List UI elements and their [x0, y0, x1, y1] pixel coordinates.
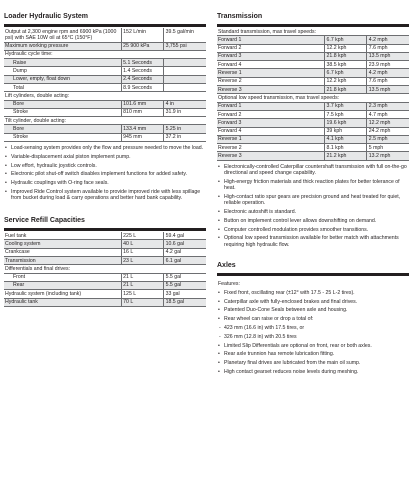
row-label: Dump — [4, 67, 121, 75]
metric-value: 6.7 kph — [325, 69, 367, 77]
metric-value: 12.2 kph — [325, 77, 367, 85]
table-row — [217, 44, 409, 52]
table-row — [217, 119, 409, 127]
row-label: Standard transmission, max travel speeds: — [217, 28, 409, 36]
table-row — [4, 290, 206, 298]
metric-value: 152 L/min — [121, 28, 163, 42]
list-item: • Improved Ride Control system available to provide improved ride with less spillage from bucket during load & carry operations and better hard bank capability. — [4, 189, 206, 202]
table-row — [4, 298, 206, 306]
metric-value: 8.1 kph — [325, 144, 367, 152]
imperial-value: 6.1 gal — [164, 257, 206, 265]
imperial-value — [164, 59, 206, 67]
imperial-value — [164, 67, 206, 75]
metric-value: 3.7 kph — [325, 102, 367, 110]
imperial-value: 13.5 mph — [367, 86, 409, 94]
table-row — [217, 94, 409, 102]
row-label: Reverse 3 — [217, 86, 325, 94]
row-label: Crankcase — [4, 248, 121, 256]
row-label: Forward 2 — [217, 44, 325, 52]
row-label: Optional low speed transmission, max travel speeds: — [217, 94, 409, 102]
metric-value: 21.8 kph — [325, 86, 367, 94]
table-row — [217, 135, 409, 143]
row-label: Stroke — [4, 108, 121, 116]
metric-value: 21.2 kph — [325, 152, 367, 160]
imperial-value: 23.9 mph — [367, 61, 409, 69]
row-label: Reverse 1 — [217, 69, 325, 77]
table-row — [217, 152, 409, 160]
table-row — [217, 77, 409, 85]
table-row — [4, 248, 206, 256]
imperial-value — [164, 75, 206, 83]
imperial-value: 33 gal — [164, 290, 206, 298]
imperial-value: 4.2 gal — [164, 248, 206, 256]
loader-hydraulic-features — [4, 145, 206, 202]
row-label: Front — [4, 273, 121, 281]
row-label: Raise — [4, 59, 121, 67]
metric-value: 1.4 Seconds — [121, 67, 163, 75]
list-item: • Planetary final drives are lubricated from the main oil sump. — [217, 360, 409, 366]
row-label: Hydraulic tank — [4, 298, 121, 306]
transmission-features — [217, 164, 409, 248]
table-row — [4, 28, 206, 42]
row-label: Forward 3 — [217, 119, 325, 127]
imperial-value: 4.7 mph — [367, 110, 409, 118]
table-row — [217, 52, 409, 60]
row-label: Output at 2,300 engine rpm and 6900 kPa (1000 psi) with SAE 10W oil at 65°C (150°F) — [4, 28, 121, 42]
imperial-value: 2.3 mph — [367, 102, 409, 110]
row-label: Stroke — [4, 133, 121, 141]
imperial-value: 7.6 mph — [367, 44, 409, 52]
table-row — [4, 117, 206, 125]
row-label: Tilt cylinder, double acting: — [4, 117, 206, 125]
table-row — [4, 83, 206, 91]
imperial-value: 18.5 gal — [164, 298, 206, 306]
metric-value: 21.8 kph — [325, 52, 367, 60]
transmission-table — [217, 28, 409, 161]
table-row — [217, 36, 409, 44]
metric-value: 225 L — [121, 232, 163, 240]
metric-value: 70 L — [121, 298, 163, 306]
axles-features — [217, 290, 409, 375]
metric-value: 23 L — [121, 257, 163, 265]
table-row — [4, 257, 206, 265]
imperial-value — [164, 83, 206, 91]
table-row — [4, 100, 206, 108]
imperial-value: 5.25 in — [164, 125, 206, 133]
metric-value: 21 L — [121, 281, 163, 289]
refill-capacities-table — [4, 232, 206, 307]
imperial-value: 37.2 in — [164, 133, 206, 141]
list-item: • Limited Slip Differentials are optional on front, rear or both axles. — [217, 343, 409, 349]
row-label: Reverse 3 — [217, 152, 325, 160]
list-item: • Patented Duo-Cone Seals between axle and housing. — [217, 307, 409, 313]
imperial-value: 5.5 gal — [164, 273, 206, 281]
row-label: Forward 1 — [217, 36, 325, 44]
list-item: • Low effort, hydraulic joystick controls. — [4, 163, 206, 169]
table-row — [4, 50, 206, 58]
table-row — [4, 232, 206, 240]
list-item: • Load-sensing system provides only the flow and pressure needed to move the load. — [4, 145, 206, 151]
axles-features-label: Features: — [218, 280, 240, 287]
list-item: • Electronically-controlled Caterpillar countershaft transmission with full on-the-go directional and speed change capability. — [217, 164, 409, 177]
row-label: Maximum working pressure — [4, 42, 121, 50]
metric-value: 21 L — [121, 273, 163, 281]
imperial-value: 12.2 mph — [367, 119, 409, 127]
refill-capacities-heading: Service Refill Capacities — [4, 204, 206, 231]
list-item: - 326 mm (12.8 in) with 20.5 tires — [217, 334, 409, 340]
table-row — [217, 102, 409, 110]
table-row — [217, 28, 409, 36]
loader-hydraulic-heading: Loader Hydraulic System — [4, 0, 206, 27]
right-column — [217, 0, 409, 378]
row-label: Forward 4 — [217, 127, 325, 135]
imperial-value: 4.2 mph — [367, 36, 409, 44]
table-row — [4, 75, 206, 83]
table-row — [4, 42, 206, 50]
table-row — [4, 240, 206, 248]
metric-value: 945 mm — [121, 133, 163, 141]
list-item: • High-contact ratio spur gears are precision ground and heat treated for quiet, reliable operation. — [217, 194, 409, 207]
row-label: Transmission — [4, 257, 121, 265]
row-label: Rear — [4, 281, 121, 289]
row-label: Forward 2 — [217, 110, 325, 118]
metric-value: 8.9 Seconds — [121, 83, 163, 91]
imperial-value: 5 mph — [367, 144, 409, 152]
metric-value: 125 L — [121, 290, 163, 298]
row-label: Reverse 1 — [217, 135, 325, 143]
list-item: • Hydraulic couplings with O-ring face seals. — [4, 180, 206, 186]
row-label: Lower, empty, float down — [4, 75, 121, 83]
metric-value: 2.4 Seconds — [121, 75, 163, 83]
metric-value: 4.1 kph — [325, 135, 367, 143]
list-item: • Rear wheel can raise or drop a total of: — [217, 316, 409, 322]
imperial-value: 13.5 mph — [367, 52, 409, 60]
table-row — [4, 59, 206, 67]
table-row — [4, 133, 206, 141]
table-row — [4, 265, 206, 273]
imperial-value: 2.5 mph — [367, 135, 409, 143]
imperial-value: 31.9 in — [164, 108, 206, 116]
row-label: Bore — [4, 100, 121, 108]
row-label: Cooling system — [4, 240, 121, 248]
row-label: Total — [4, 83, 121, 91]
imperial-value: 59.4 gal — [164, 232, 206, 240]
row-label: Reverse 2 — [217, 144, 325, 152]
row-label: Forward 4 — [217, 61, 325, 69]
list-item: • Fixed front, oscillating rear (±12° with 17.5 - 25 L-2 tires). — [217, 290, 409, 296]
axles-heading: Axles — [217, 251, 409, 276]
list-item: • Optional low speed transmission available for better match with attachments requiring high hydraulic flow. — [217, 235, 409, 248]
list-item: • Variable-displacement axial piston implement pump. — [4, 154, 206, 160]
table-row — [4, 108, 206, 116]
list-item: • Caterpillar axle with fully-enclosed brakes and final drives. — [217, 299, 409, 305]
metric-value: 6.7 kph — [325, 36, 367, 44]
metric-value: 12.2 kph — [325, 44, 367, 52]
imperial-value: 24.2 mph — [367, 127, 409, 135]
table-row — [217, 61, 409, 69]
list-item: • Button on implement control lever allows downshifting on demand. — [217, 218, 409, 224]
table-row — [4, 281, 206, 289]
metric-value: 40 L — [121, 240, 163, 248]
row-label: Forward 1 — [217, 102, 325, 110]
table-row — [4, 125, 206, 133]
list-item: • High-energy friction materials and thick reaction plates for better tolerance of heat. — [217, 179, 409, 192]
list-item: • Electronic autoshift is standard. — [217, 209, 409, 215]
table-row — [4, 273, 206, 281]
metric-value: 101.6 mm — [121, 100, 163, 108]
metric-value: 810 mm — [121, 108, 163, 116]
imperial-value: 39.5 gal/min — [164, 28, 206, 42]
metric-value: 133.4 mm — [121, 125, 163, 133]
imperial-value: 10.6 gal — [164, 240, 206, 248]
row-label: Bore — [4, 125, 121, 133]
imperial-value: 5.5 gal — [164, 281, 206, 289]
row-label: Reverse 2 — [217, 77, 325, 85]
metric-value: 25 900 kPa — [121, 42, 163, 50]
metric-value: 7.5 kph — [325, 110, 367, 118]
row-label: Hydraulic cycle time: — [4, 50, 206, 58]
list-item: • High contact gearset reduces noise levels during meshing. — [217, 369, 409, 375]
row-label: Hydraulic system (including tank) — [4, 290, 121, 298]
list-item: • Computer controlled modulation provides smoother transitions. — [217, 227, 409, 233]
loader-hydraulic-table — [4, 28, 206, 142]
table-row — [4, 67, 206, 75]
row-label: Lift cylinders, double acting: — [4, 92, 206, 100]
left-column — [4, 0, 206, 307]
metric-value: 16 L — [121, 248, 163, 256]
table-row — [217, 110, 409, 118]
list-item: • Rear axle trunnion has remote lubrication fitting. — [217, 351, 409, 357]
list-item: • Electronic pilot shut-off switch disables implement functions for added safety. — [4, 171, 206, 177]
list-item: - 423 mm (16.6 in) with 17.5 tires, or — [217, 325, 409, 331]
transmission-heading: Transmission — [217, 0, 409, 27]
imperial-value: 7.6 mph — [367, 77, 409, 85]
table-row — [217, 127, 409, 135]
row-label: Forward 3 — [217, 52, 325, 60]
metric-value: 19.6 kph — [325, 119, 367, 127]
row-label: Fuel tank — [4, 232, 121, 240]
metric-value: 39 kph — [325, 127, 367, 135]
imperial-value: 4.2 mph — [367, 69, 409, 77]
table-row — [4, 92, 206, 100]
table-row — [217, 69, 409, 77]
table-row — [217, 144, 409, 152]
table-row — [217, 86, 409, 94]
metric-value: 38.5 kph — [325, 61, 367, 69]
imperial-value: 4 in — [164, 100, 206, 108]
imperial-value: 13.2 mph — [367, 152, 409, 160]
metric-value: 5.1 Seconds — [121, 59, 163, 67]
row-label: Differentials and final drives: — [4, 265, 206, 273]
imperial-value: 3,755 psi — [164, 42, 206, 50]
